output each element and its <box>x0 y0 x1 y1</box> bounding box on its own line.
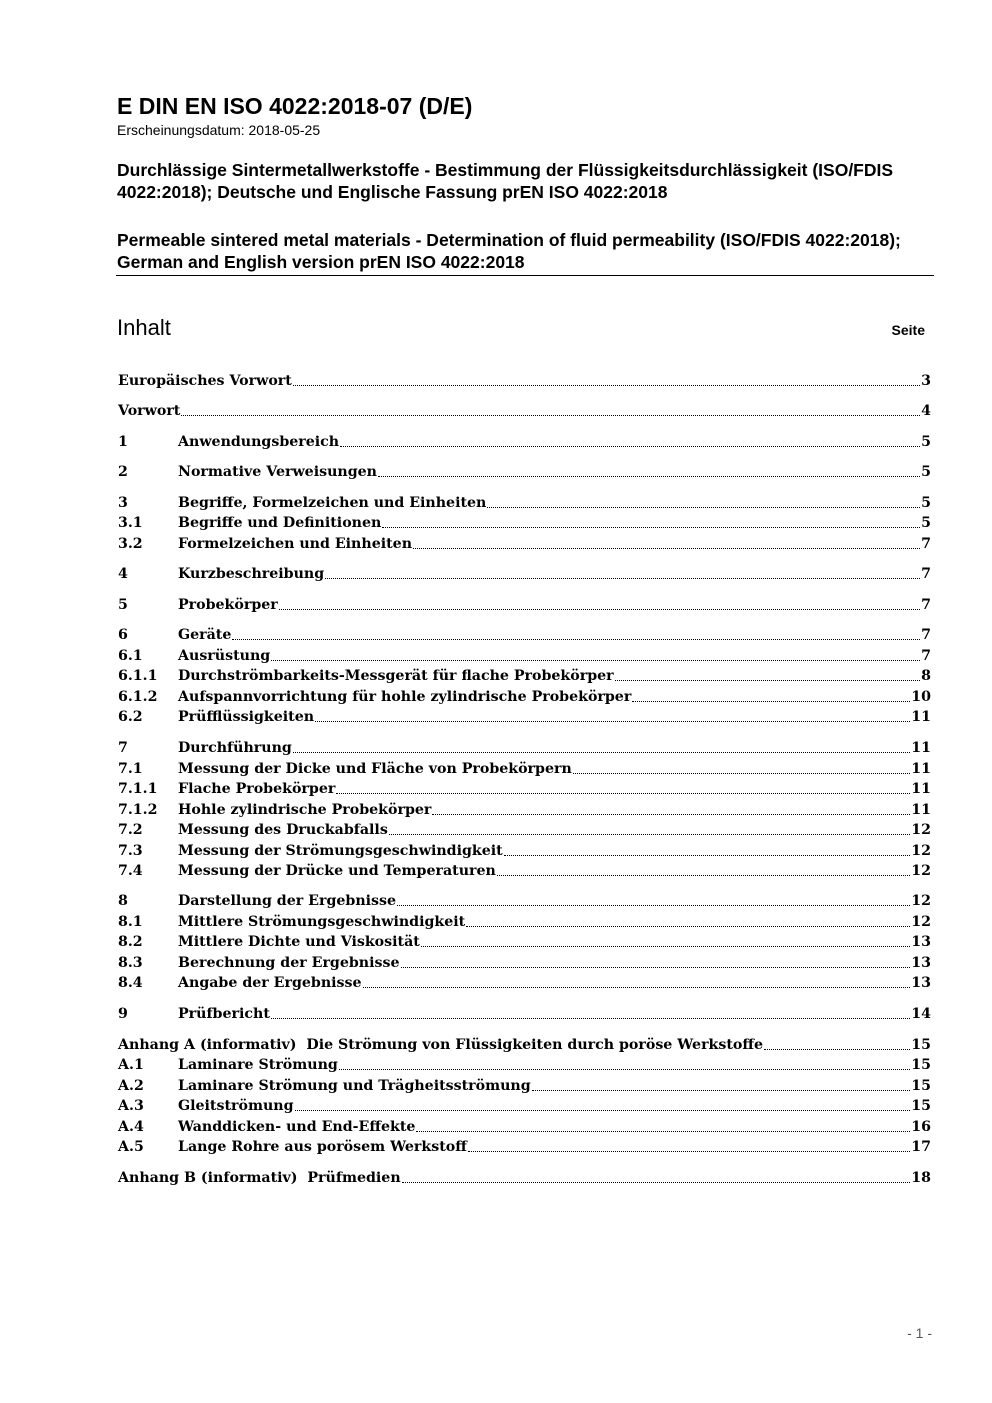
toc-entry-page: 10 <box>911 689 931 705</box>
toc-entry-number: 8 <box>118 893 128 909</box>
toc-entry-page: 11 <box>911 781 931 797</box>
toc-entry-page: 7 <box>921 648 931 664</box>
toc-entry-number: 2 <box>118 464 128 480</box>
toc-entry-page: 15 <box>911 1078 931 1094</box>
toc-entry-title: Prüfflüssigkeiten <box>178 709 315 725</box>
toc-entry[interactable] <box>118 891 931 911</box>
toc-entry-number: 7.1.1 <box>118 781 158 797</box>
toc-dot-leader <box>363 982 911 988</box>
toc-entry[interactable] <box>118 687 931 707</box>
document-title: E DIN EN ISO 4022:2018-07 (D/E) <box>117 93 473 119</box>
toc-entry-title: Vorwort <box>118 403 181 419</box>
toc-entry[interactable] <box>118 462 931 482</box>
toc-entry[interactable] <box>118 625 931 645</box>
toc-entry[interactable] <box>118 779 931 799</box>
toc-dot-leader <box>764 1044 910 1050</box>
toc-entry-title: Laminare Strömung <box>178 1057 338 1073</box>
toc-dot-leader <box>293 380 920 386</box>
toc-entry-title: Ausrüstung <box>178 648 271 664</box>
toc-entry-page: 7 <box>921 566 931 582</box>
toc-entry-title: Laminare Strömung und Trägheitsströmung <box>178 1078 531 1094</box>
toc-entry-page: 12 <box>911 893 931 909</box>
toc-entry-number: 6.1.1 <box>118 668 158 684</box>
toc-dot-leader <box>468 1146 910 1152</box>
toc-dot-leader <box>632 696 910 702</box>
toc-entry-number: A.1 <box>118 1057 144 1073</box>
toc-entry-page: 4 <box>921 403 931 419</box>
toc-entry[interactable] <box>118 564 931 584</box>
toc-entry-number: 8.3 <box>118 955 143 971</box>
toc-entry-number: A.4 <box>118 1119 144 1135</box>
title-english: Permeable sintered metal materials - Determination of fluid permeability (ISO/FDIS 4022:2018); German and English version prEN ISO 4022:2018 <box>117 230 901 272</box>
toc-entry-page: 17 <box>911 1139 931 1155</box>
toc-entry-number: 3.1 <box>118 515 143 531</box>
toc-dot-leader <box>336 788 910 794</box>
toc-entry-page: 14 <box>911 1006 931 1022</box>
toc-entry[interactable] <box>118 534 931 554</box>
toc-entry[interactable] <box>118 432 931 452</box>
toc-dot-leader <box>315 716 910 722</box>
toc-dot-leader <box>416 1126 910 1132</box>
toc-heading: Inhalt <box>117 315 171 340</box>
toc-dot-leader <box>487 502 920 508</box>
toc-dot-leader <box>293 747 910 753</box>
toc-dot-leader <box>466 921 910 927</box>
toc-entry-title: Durchströmbarkeits-Messgerät für flache Probekörper <box>178 668 614 684</box>
toc-dot-leader <box>532 1085 911 1091</box>
toc-entry-number: 3 <box>118 495 128 511</box>
toc-entry[interactable] <box>118 493 931 513</box>
toc-dot-leader <box>397 900 910 906</box>
toc-entry-number: 7.2 <box>118 822 143 838</box>
toc-entry-page: 7 <box>921 597 931 613</box>
toc-entry-page: 15 <box>911 1037 931 1053</box>
toc-entry-title: Wanddicken- und End-Effekte <box>178 1119 416 1135</box>
toc-entry-number: 1 <box>118 434 128 450</box>
toc-entry-number: 6.1 <box>118 648 143 664</box>
toc-entry-number: A.3 <box>118 1098 144 1114</box>
toc-entry-number: A.2 <box>118 1078 144 1094</box>
toc-dot-leader <box>339 1064 910 1070</box>
toc-entry-title: Messung der Drücke und Temperaturen <box>178 863 496 879</box>
toc-entry-title: Berechnung der Ergebnisse <box>178 955 400 971</box>
toc-entry-title: Prüfbericht <box>178 1006 270 1022</box>
toc-dot-leader <box>382 522 920 528</box>
toc-dot-leader <box>401 962 911 968</box>
toc-entry-page: 12 <box>911 822 931 838</box>
toc-entry-title: Gleitströmung <box>178 1098 294 1114</box>
toc-entry-page: 5 <box>921 495 931 511</box>
toc-entry-title: Durchführung <box>178 740 292 756</box>
toc-entry-number: 6 <box>118 627 128 643</box>
toc-entry[interactable] <box>118 953 931 973</box>
toc-entry-title: Messung der Dicke und Fläche von Probekörpern <box>178 761 572 777</box>
toc-entry-number: A.5 <box>118 1139 144 1155</box>
toc-entry-number: 5 <box>118 597 128 613</box>
toc-entry-title: Anhang B (informativ) Prüfmedien <box>118 1170 401 1186</box>
title-german: Durchlässige Sintermetallwerkstoffe - Bestimmung der Flüssigkeitsdurchlässigkeit (ISO/FDIS 4022:2018); Deutsche und Englische Fassung prEN ISO 4022:2018 <box>117 160 894 202</box>
toc-entry[interactable] <box>118 820 931 840</box>
toc-entry-title: Begriffe, Formelzeichen und Einheiten <box>178 495 487 511</box>
toc-entry[interactable] <box>118 1117 931 1137</box>
toc-dot-leader <box>181 410 920 416</box>
toc-entry-number: 7.4 <box>118 863 143 879</box>
toc-entry-title: Anwendungsbereich <box>178 434 340 450</box>
toc-dot-leader <box>325 573 920 579</box>
publication-date: Erscheinungsdatum: 2018-05-25 <box>117 122 321 138</box>
toc-entry-number: 7.3 <box>118 843 143 859</box>
toc-dot-leader <box>389 829 910 835</box>
toc-entry[interactable] <box>118 1055 931 1075</box>
toc-dot-leader <box>279 604 920 610</box>
toc-entry[interactable] <box>118 973 931 993</box>
toc-entry-title: Mittlere Strömungsgeschwindigkeit <box>178 914 466 930</box>
toc-dot-leader <box>421 941 910 947</box>
toc-entry-page: 8 <box>921 668 931 684</box>
toc-entry-title: Angabe der Ergebnisse <box>178 975 362 991</box>
toc-entry[interactable] <box>118 1035 931 1055</box>
title-divider <box>116 275 934 276</box>
toc-entry-title: Messung des Druckabfalls <box>178 822 388 838</box>
toc-dot-leader <box>402 1177 911 1183</box>
toc-dot-leader <box>573 768 910 774</box>
toc-entry-page: 15 <box>911 1098 931 1114</box>
toc-entry-page: 11 <box>911 802 931 818</box>
toc-entry-page: 12 <box>911 914 931 930</box>
toc-dot-leader <box>271 655 920 661</box>
toc-entry-title: Messung der Strömungsgeschwindigkeit <box>178 843 503 859</box>
toc-entry[interactable] <box>118 1096 931 1116</box>
toc-dot-leader <box>432 809 910 815</box>
toc-entry-number: 8.1 <box>118 914 143 930</box>
toc-entry-page: 18 <box>911 1170 931 1186</box>
toc-entry-number: 6.1.2 <box>118 689 158 705</box>
toc-dot-leader <box>413 543 920 549</box>
toc-entry[interactable] <box>118 595 931 615</box>
toc-page-column-label: Seite <box>891 322 925 338</box>
toc-entry-title: Europäisches Vorwort <box>118 373 292 389</box>
toc-entry-title: Mittlere Dichte und Viskosität <box>178 934 420 950</box>
toc-entry[interactable] <box>118 707 931 727</box>
toc-entry[interactable] <box>118 932 931 952</box>
toc-entry-title: Aufspannvorrichtung für hohle zylindrische Probekörper <box>178 689 632 705</box>
toc-entry-page: 3 <box>921 373 931 389</box>
toc-entry-number: 8.2 <box>118 934 143 950</box>
toc-entry-page: 12 <box>911 843 931 859</box>
toc-entry[interactable] <box>118 912 931 932</box>
toc-entry[interactable] <box>118 861 931 881</box>
toc-entry-page: 12 <box>911 863 931 879</box>
toc-entry-page: 5 <box>921 434 931 450</box>
toc-entry-number: 7 <box>118 740 128 756</box>
toc-entry[interactable] <box>118 738 931 758</box>
toc-entry-number: 4 <box>118 566 128 582</box>
toc-entry-number: 7.1.2 <box>118 802 158 818</box>
toc-entry-title: Lange Rohre aus porösem Werkstoff <box>178 1139 467 1155</box>
toc-entry-page: 5 <box>921 464 931 480</box>
toc-dot-leader <box>615 675 921 681</box>
toc-entry-title: Kurzbeschreibung <box>178 566 325 582</box>
toc-entry-page: 7 <box>921 627 931 643</box>
toc-entry[interactable] <box>118 1004 931 1024</box>
toc-entry[interactable] <box>118 401 931 421</box>
toc-entry-page: 13 <box>911 934 931 950</box>
toc-entry-title: Probekörper <box>178 597 278 613</box>
toc-entry-title: Hohle zylindrische Probekörper <box>178 802 432 818</box>
toc-entry-page: 11 <box>911 740 931 756</box>
toc-entry-page: 13 <box>911 975 931 991</box>
toc-dot-leader <box>271 1013 910 1019</box>
toc-dot-leader <box>378 471 920 477</box>
toc-dot-leader <box>295 1105 911 1111</box>
toc-entry[interactable] <box>118 800 931 820</box>
toc-entry[interactable] <box>118 1076 931 1096</box>
toc-entry-number: 6.2 <box>118 709 143 725</box>
toc-entry-title: Begriffe und Definitionen <box>178 515 382 531</box>
toc-entry-page: 16 <box>911 1119 931 1135</box>
toc-entry[interactable] <box>118 646 931 666</box>
toc-entry-title: Darstellung der Ergebnisse <box>178 893 397 909</box>
toc-entry[interactable] <box>118 513 931 533</box>
toc-entry-number: 7.1 <box>118 761 143 777</box>
toc-entry-page: 13 <box>911 955 931 971</box>
toc-dot-leader <box>232 634 920 640</box>
toc-entry[interactable] <box>118 841 931 861</box>
toc-entry-number: 3.2 <box>118 536 143 552</box>
toc-entry-title: Anhang A (informativ) Die Strömung von Flüssigkeiten durch poröse Werkstoffe <box>118 1037 764 1053</box>
toc-entry-page: 5 <box>921 515 931 531</box>
toc-dot-leader <box>504 850 911 856</box>
toc-entry-page: 11 <box>911 709 931 725</box>
toc-entry-title: Flache Probekörper <box>178 781 336 797</box>
toc-entry[interactable] <box>118 371 931 391</box>
toc-entry-title: Formelzeichen und Einheiten <box>178 536 413 552</box>
toc-entry-number: 8.4 <box>118 975 143 991</box>
toc-entry[interactable] <box>118 1137 931 1157</box>
toc-entry[interactable] <box>118 1168 931 1188</box>
toc-entry-page: 7 <box>921 536 931 552</box>
toc-entry-title: Geräte <box>178 627 232 643</box>
toc-entry-page: 15 <box>911 1057 931 1073</box>
toc-dot-leader <box>340 441 920 447</box>
toc-dot-leader <box>497 870 910 876</box>
page-number: - 1 - <box>907 1325 932 1341</box>
toc-entry[interactable] <box>118 666 931 686</box>
toc-entry-number: 9 <box>118 1006 128 1022</box>
toc-entry-page: 11 <box>911 761 931 777</box>
toc-entry-title: Normative Verweisungen <box>178 464 377 480</box>
toc-entry[interactable] <box>118 759 931 779</box>
